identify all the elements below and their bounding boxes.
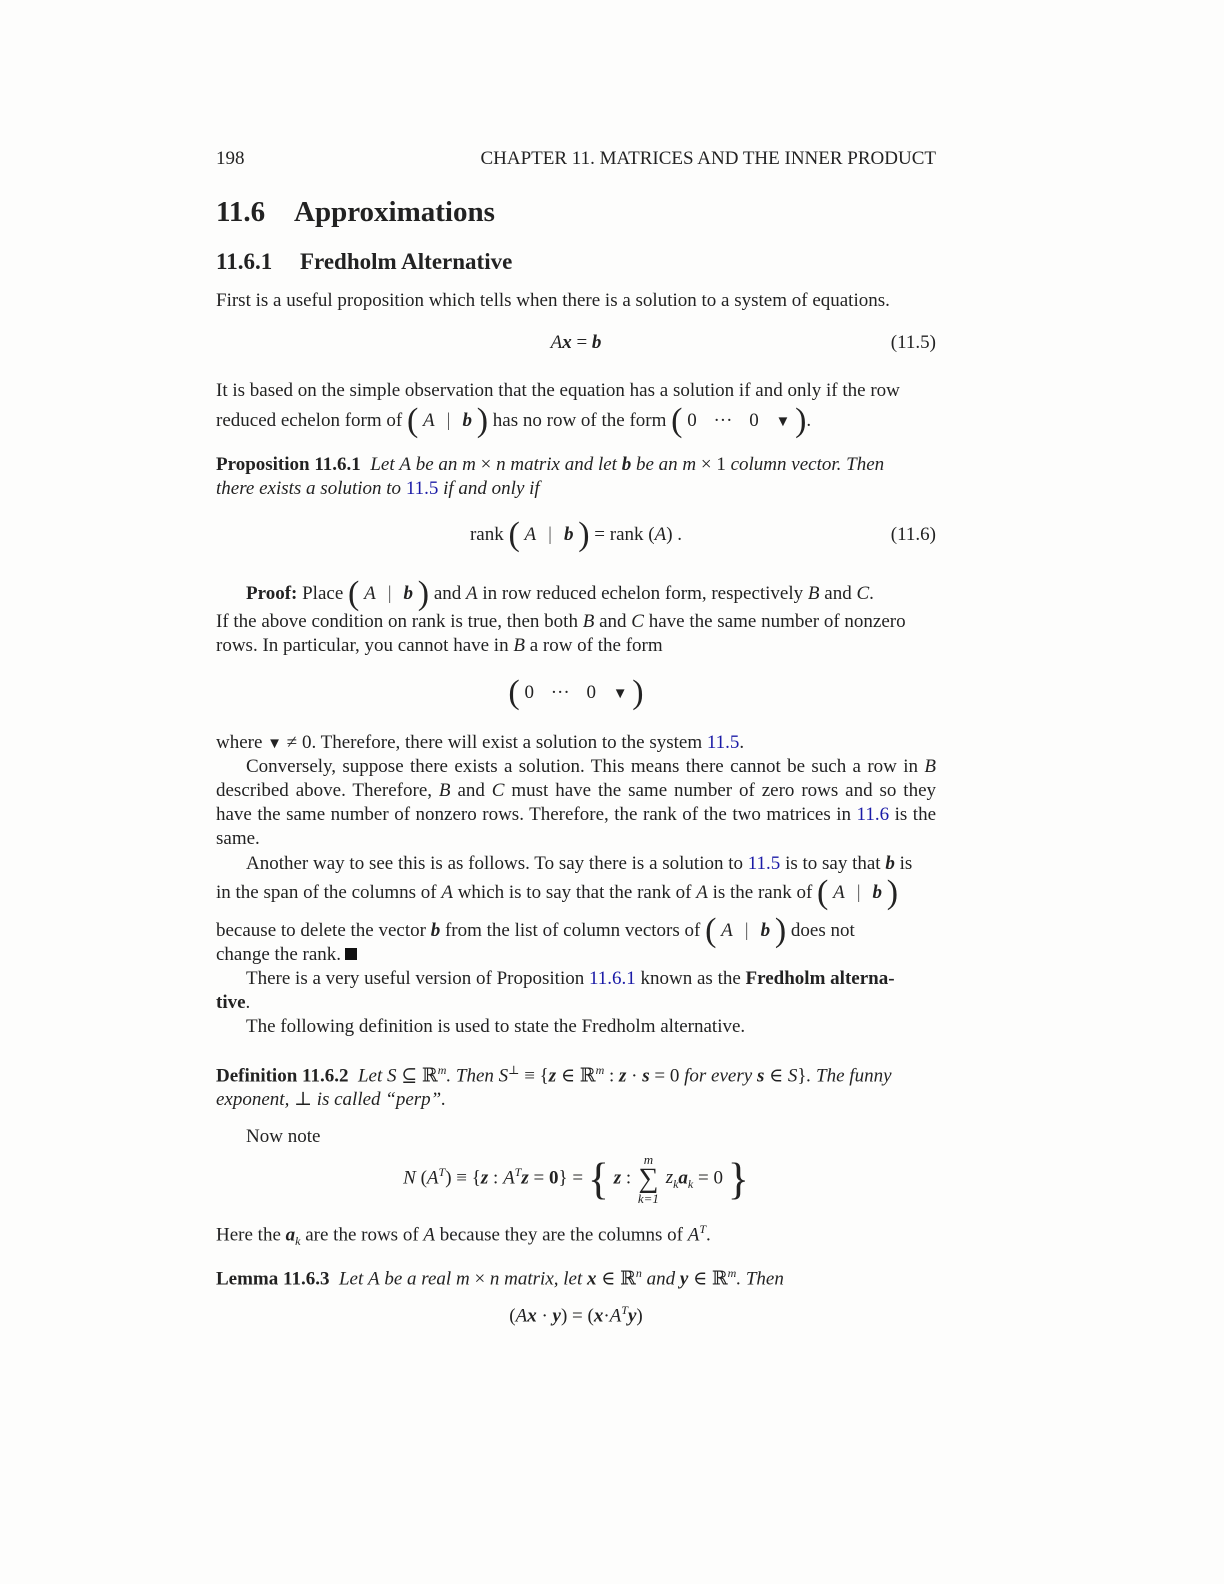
text: which is to say that the rank of	[457, 882, 692, 903]
now-note: Now note	[246, 1126, 321, 1147]
text: and	[457, 780, 485, 801]
another-continued: in the span of the columns of A which is to say that the rank of A is the rank of ( A | b ) because to delete the vector b from the list of column vectors of ( A | b ) does not	[216, 874, 899, 949]
text: Let	[357, 1065, 383, 1087]
text: exponent, ⊥ is called “perp”.	[216, 1089, 447, 1111]
another-paragraph: Another way to see this is as follows. To say there is a solution to 11.5 is to say that b is	[246, 853, 913, 874]
intro-paragraph: First is a useful proposition which tells when there is a solution to a system of equations.	[216, 290, 890, 311]
observation-paragraph: It is based on the simple observation that the equation has a solution if and only if the row reduced echelon form of ( A | b ) has no row of the form ( 0 ··· 0 ▼ ).	[216, 380, 900, 439]
equation-body: $(Ax \cdot y) = (x\cdot A^Ty)$	[509, 1303, 643, 1327]
text: reduced echelon form of	[216, 410, 403, 431]
section-number: 11.6	[216, 196, 266, 228]
text: . The funny	[806, 1065, 892, 1087]
text: where	[216, 732, 263, 753]
version-paragraph	[216, 967, 936, 1015]
qed-square-icon	[345, 948, 357, 960]
rank-label: rank	[609, 524, 644, 545]
text: the same.	[216, 804, 937, 849]
text: is	[894, 804, 908, 825]
text: are the rows of	[305, 1224, 419, 1246]
rank-label: rank	[469, 524, 504, 545]
text: a row of the form	[529, 635, 663, 656]
text: have the same number of nonzero	[648, 611, 906, 632]
text: has no row of the form	[492, 410, 667, 431]
text: .	[245, 992, 251, 1013]
equation-body: Ax = b	[550, 332, 602, 353]
text: because they are the columns of	[439, 1224, 683, 1246]
text: is to say that	[785, 853, 881, 874]
proof-paragraph: Proof: Place ( A | b ) and A in row reduced echelon form, respectively B and C.	[246, 575, 874, 612]
ref-11-5[interactable]: 11.5	[405, 478, 439, 499]
text: If the above condition on rank is true, then both	[216, 611, 578, 632]
equation-body: N $(A^T) \equiv \{z$ : $A^Tz = 0$} = { z : m ∑ k=1 $z_ka_k = 0$ }	[403, 1151, 749, 1206]
text: described above. Therefore,	[216, 780, 433, 801]
bold-term: tive	[216, 992, 246, 1013]
equation-tag: (11.5)	[890, 332, 936, 353]
running-title: CHAPTER 11. MATRICES AND THE INNER PRODUCT	[480, 148, 936, 169]
ref-11-6-1[interactable]: 11.6.1	[588, 968, 636, 989]
text: if and only if	[443, 478, 540, 499]
here-paragraph: Here the $a_k$ are the rows of A because they are the columns of $A^T$.	[216, 1222, 711, 1249]
proposition-label: Proposition 11.6.1	[216, 454, 361, 475]
text: Let	[338, 1268, 364, 1290]
text: must have the same number of zero rows and so they	[511, 780, 936, 801]
ref-11-6[interactable]: 11.6	[856, 804, 890, 825]
text: Let	[370, 454, 395, 475]
text: Conversely, suppose there exists a solution. This means there cannot be such a row in	[246, 756, 919, 777]
ref-11-5[interactable]: 11.5	[706, 732, 740, 753]
ref-11-5[interactable]: 11.5	[747, 853, 781, 874]
page-number: 198	[216, 148, 245, 169]
summation: m ∑ k=1	[637, 1151, 659, 1206]
running-header	[216, 148, 936, 170]
definition-11-6-2: Definition 11.6.2 Let S ⊆ ℝ$^m$. Then S⊥ ≡ {z ∈ ℝ$^m$ : z · s = 0 for every s ∈ S}. The funny exponent, ⊥ is called “perp”.	[216, 1063, 892, 1111]
conversely-paragraph: Conversely, suppose there exists a solution. This means there cannot be such a row in B described above. Therefore, B and C must have the same number of zero rows and so they have the same number of nonzero rows. Therefore, the rank of the two matrices in 11.6 is the same.	[216, 756, 937, 849]
text: change the rank.	[216, 944, 342, 965]
text: There is a very useful version of Proposition	[246, 968, 585, 989]
text: and	[599, 611, 627, 632]
text: and	[646, 1268, 676, 1290]
text: for every	[684, 1065, 753, 1087]
text: Here the	[216, 1224, 281, 1246]
text: It is based on the simple observation that the equation has a solution if and only if the row	[216, 380, 900, 401]
text: be an	[635, 454, 678, 475]
change-rank-line	[216, 943, 936, 967]
bold-term: Fredholm alterna-	[745, 968, 895, 989]
null-space-equation	[216, 1146, 936, 1206]
text: column vector. Then	[730, 454, 885, 475]
definition-label: Definition 11.6.2	[216, 1065, 349, 1087]
text: and	[824, 583, 852, 604]
text: in row reduced echelon form, respectively	[482, 583, 804, 604]
text: is the rank of	[712, 882, 813, 903]
lemma-11-6-3: Lemma 11.6.3 Let A be a real m × n matrix, let x ∈ ℝ$^n$ and y ∈ ℝ$^m$. Then	[216, 1266, 784, 1290]
text: Another way to see this is as follows. To say there is a solution to	[246, 853, 744, 874]
following-paragraph: The following definition is used to state the Fredholm alternative.	[246, 1016, 746, 1037]
text: because to delete the vector	[216, 920, 426, 941]
text: rows. In particular, you cannot have in	[216, 635, 509, 656]
proof-continued: If the above condition on rank is true, then both B and C have the same number of nonzero rows. In particular, you cannot have in B a row of the form	[216, 611, 906, 656]
text: matrix, let	[504, 1268, 583, 1290]
text: there exists a solution to	[216, 478, 402, 499]
subsection-title: Fredholm Alternative	[300, 249, 513, 274]
text: 0. Therefore, there will exist a solution to the system	[301, 732, 703, 753]
proof-label: Proof:	[246, 583, 298, 604]
text: is	[899, 853, 913, 874]
text: . Then	[736, 1268, 784, 1290]
section-title: Approximations	[294, 196, 495, 228]
text: . Then	[446, 1065, 494, 1087]
where-paragraph: where ▼ ≠ 0. Therefore, there will exist a solution to the system 11.5.	[216, 732, 745, 753]
text: be an	[415, 454, 458, 475]
proposition-11-6-1: Proposition 11.6.1 Let A be an m × n matrix and let b be an m × 1 column vector. Then there exists a solution to 11.5 if and only if	[216, 454, 885, 499]
text: matrix and let	[510, 454, 617, 475]
text: and	[433, 583, 462, 604]
subsection-heading	[216, 249, 512, 275]
text: does not	[790, 920, 855, 941]
row-vector: ( 0 ··· 0 ▼ )	[508, 674, 644, 711]
subsection-number: 11.6.1	[216, 249, 273, 274]
equation-body: rank ( A | b ) = rank (A) .	[469, 516, 683, 553]
text: known as the	[640, 968, 741, 989]
text: Place	[302, 583, 344, 604]
lemma-label: Lemma 11.6.3	[216, 1268, 330, 1290]
text: be a real	[384, 1268, 452, 1290]
text: in the span of the columns of	[216, 882, 437, 903]
equation-tag: (11.6)	[890, 524, 936, 545]
text: have the same number of nonzero rows. Therefore, the rank of the two matrices in	[216, 804, 852, 825]
text: from the list of column vectors of	[444, 920, 701, 941]
section-heading	[216, 196, 495, 229]
